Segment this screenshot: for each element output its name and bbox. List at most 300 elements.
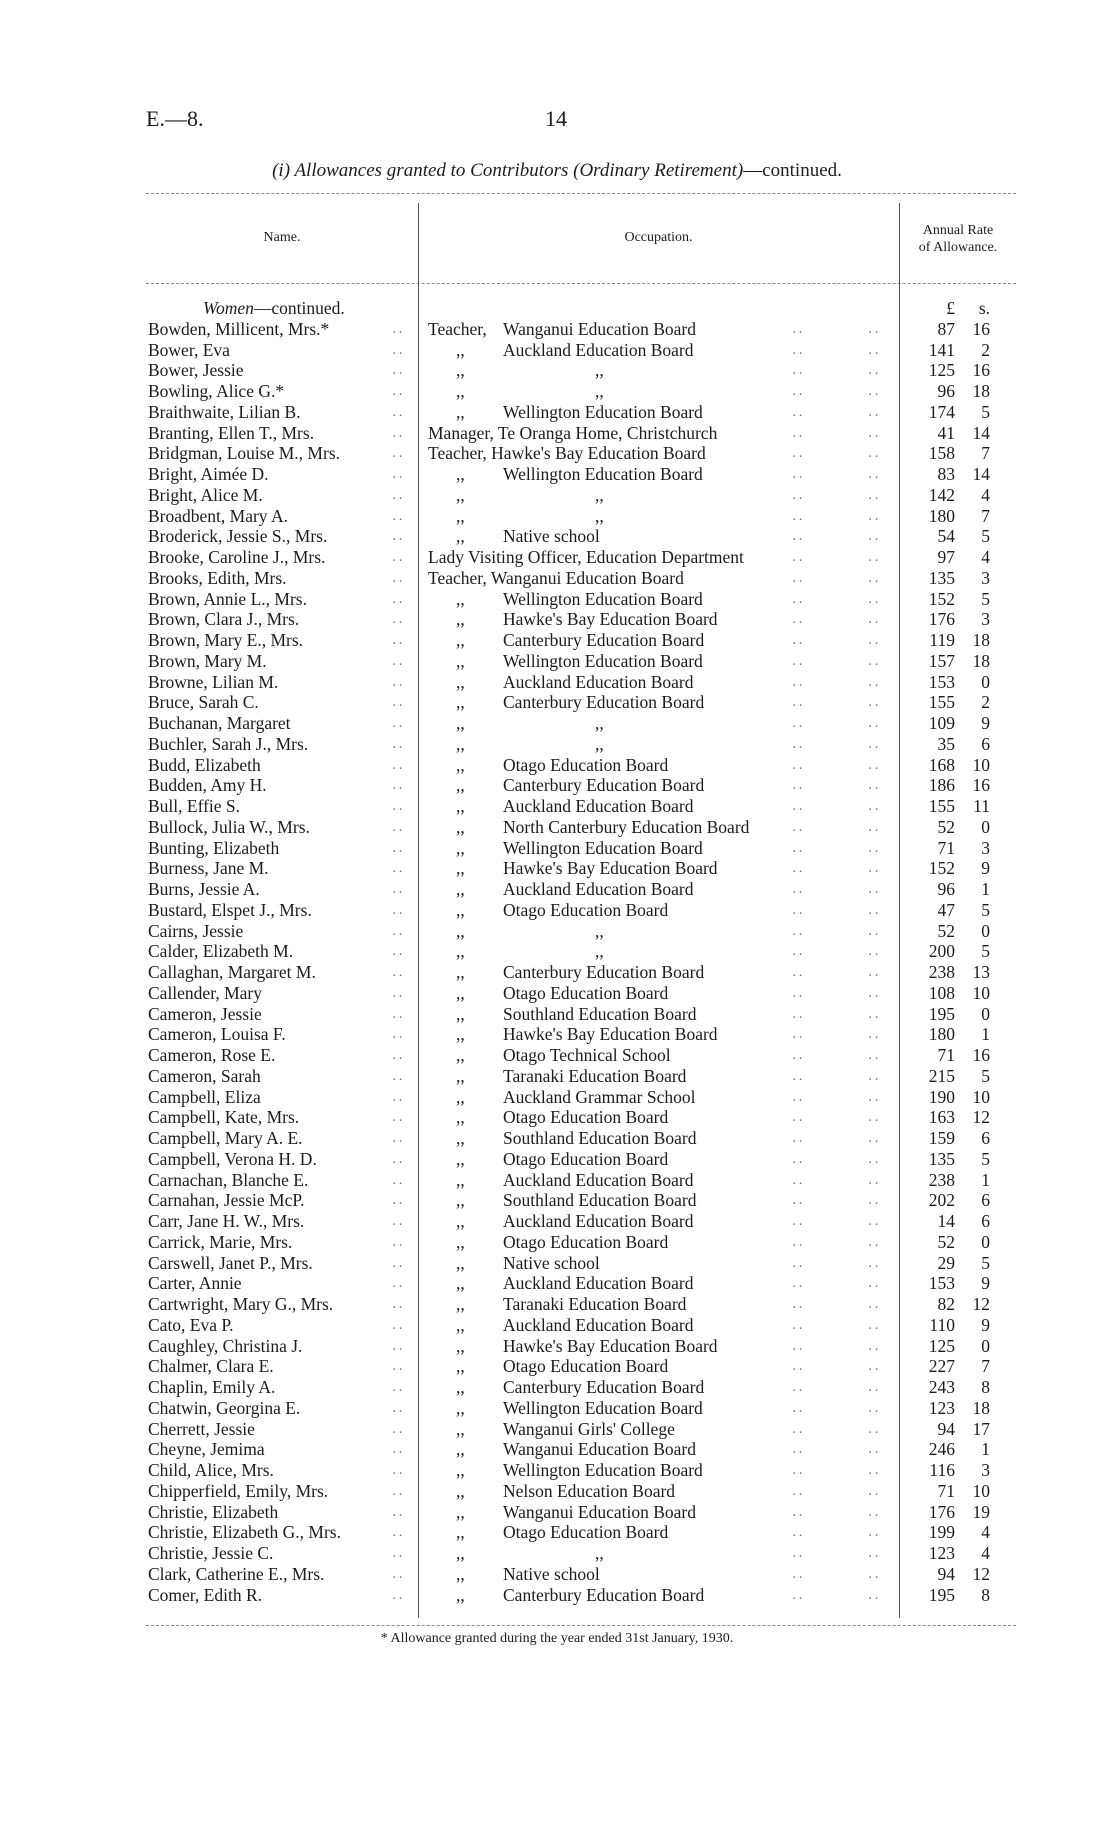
allowance-pounds: 155 (928, 796, 955, 816)
allowance-shillings: 6 (981, 1190, 990, 1211)
allowance-shillings: 16 (972, 1045, 990, 1065)
allowance-shillings: 7 (981, 505, 990, 526)
allowance-shillings: 18 (972, 650, 990, 671)
leader-dots: ․․ (392, 1026, 405, 1042)
table-row (0, 1294, 1114, 1315)
occupation: Otago Education Board (503, 1522, 669, 1543)
allowance-pounds: 125 (928, 1335, 955, 1356)
allowance-shillings: 1 (981, 1169, 990, 1190)
table-bottom-rule (146, 1625, 1016, 1626)
leader-dots: ․․ (792, 901, 805, 917)
allowance-pounds: 52 (937, 920, 955, 941)
ditto-mark: ,, (456, 1252, 465, 1273)
leader-dots: ․․ (792, 362, 805, 378)
table-row (0, 858, 1114, 879)
ditto-mark: ,, (456, 941, 465, 962)
allowance-shillings: 2 (981, 339, 990, 360)
column-header-name: Name. (263, 230, 301, 245)
ditto-mark: ,, (456, 796, 465, 816)
leader-dots: ․․ (792, 590, 805, 606)
allowance-shillings: 10 (972, 982, 990, 1003)
allowance-pounds: 47 (937, 899, 955, 920)
allowance-pounds: 157 (928, 650, 955, 671)
ditto-mark: ,, (456, 1335, 465, 1356)
leader-dots: ․․ (868, 466, 881, 481)
leader-dots: ․․ (792, 1441, 805, 1457)
allowee-name: Bunting, Elizabeth (148, 837, 280, 858)
leader-dots: ․․ (392, 590, 405, 606)
ditto-mark: ,, (456, 650, 465, 671)
allowance-shillings: 3 (981, 1460, 990, 1480)
leader-dots: ․․ (868, 1441, 881, 1457)
leader-dots: ․․ (792, 1358, 805, 1374)
occupation: Canterbury Education Board (503, 775, 705, 796)
header-bottom-rule (146, 283, 1016, 284)
allowee-name: Carter, Annie (148, 1273, 242, 1294)
allowance-pounds: 215 (928, 1065, 955, 1086)
leader-dots: ․․ (392, 1399, 405, 1415)
leader-dots: ․․ (792, 1088, 805, 1104)
leader-dots: ․․ (792, 1213, 805, 1228)
allowee-name: Callaghan, Margaret M. (148, 962, 316, 982)
table-row (0, 817, 1114, 838)
allowance-pounds: 158 (928, 443, 955, 464)
ditto-mark: ,, (595, 920, 604, 941)
leader-dots: ․․ (392, 1047, 405, 1062)
occupation: Auckland Education Board (503, 1211, 694, 1231)
allowance-shillings: 12 (972, 1294, 990, 1314)
allowee-name: Branting, Ellen T., Mrs. (148, 422, 315, 443)
allowance-pounds: 123 (928, 1397, 955, 1418)
leader-dots: ․․ (868, 1026, 881, 1042)
table-row (0, 1211, 1114, 1232)
allowee-name: Calder, Elizabeth M. (148, 941, 294, 962)
ditto-mark: ,, (456, 1522, 465, 1543)
allowance-shillings: 0 (981, 816, 990, 837)
allowance-shillings: 16 (972, 775, 990, 796)
occupation: Taranaki Education Board (503, 1294, 687, 1314)
leader-dots: ․․ (792, 798, 805, 813)
allowee-name: Callender, Mary (148, 982, 262, 1003)
leader-dots: ․․ (792, 839, 805, 855)
ditto-mark: ,, (456, 1501, 465, 1522)
leader-dots: ․․ (392, 839, 405, 855)
leader-dots: ․․ (392, 715, 405, 730)
table-row (0, 1585, 1114, 1606)
allowance-pounds: 195 (928, 1003, 955, 1024)
allowee-name: Bright, Alice M. (148, 484, 263, 505)
leader-dots: ․․ (868, 818, 881, 834)
ditto-mark: ,, (456, 1169, 465, 1190)
ditto-mark: ,, (595, 360, 604, 381)
leader-dots: ․․ (392, 528, 405, 544)
allowance-shillings: 5 (981, 899, 990, 920)
table-row (0, 1460, 1114, 1481)
leader-dots: ․․ (868, 1088, 881, 1104)
ditto-mark: ,, (456, 1418, 465, 1439)
ditto-mark: ,, (456, 837, 465, 858)
occupation: Otago Education Board (503, 1356, 669, 1377)
allowance-pounds: 163 (928, 1107, 955, 1128)
leader-dots: ․․ (868, 694, 881, 710)
leader-dots: ․․ (392, 445, 405, 461)
column-header-rate-line2: of Allowance. (918, 240, 998, 255)
table-row (0, 1024, 1114, 1045)
leader-dots: ․․ (392, 320, 405, 336)
allowance-pounds: 190 (928, 1086, 955, 1107)
occupation: Wellington Education Board (503, 401, 703, 422)
leader-dots: ․․ (792, 922, 805, 938)
leader-dots: ․․ (868, 486, 881, 502)
allowee-name: Brown, Clara J., Mrs. (148, 609, 300, 630)
leader-dots: ․․ (392, 362, 405, 378)
leader-dots: ․․ (792, 528, 805, 544)
allowance-pounds: 135 (928, 1148, 955, 1169)
allowee-name: Cheyne, Jemima (148, 1439, 265, 1460)
allowance-pounds: 180 (928, 1024, 955, 1045)
allowee-name: Campbell, Verona H. D. (148, 1148, 317, 1169)
leader-dots: ․․ (868, 839, 881, 855)
ditto-mark: ,, (456, 1584, 465, 1605)
allowance-pounds: 238 (928, 1169, 955, 1190)
leader-dots: ․․ (792, 964, 805, 979)
allowance-pounds: 153 (928, 1273, 955, 1294)
allowance-pounds: 87 (937, 318, 955, 339)
leader-dots: ․․ (392, 383, 405, 398)
leader-dots: ․․ (792, 1026, 805, 1042)
ditto-mark: ,, (456, 1086, 465, 1107)
allowee-name: Christie, Jessie C. (148, 1543, 274, 1563)
leader-dots: ․․ (792, 818, 805, 834)
leader-dots: ․․ (868, 1171, 881, 1187)
allowance-pounds: 123 (928, 1543, 955, 1563)
leader-dots: ․․ (792, 569, 805, 585)
table-heading (0, 160, 1114, 182)
occupation: Auckland Education Board (503, 1314, 694, 1335)
allowee-name: Bowling, Alice G.* (148, 381, 285, 401)
leader-dots: ․․ (392, 694, 405, 710)
occupation: Auckland Education Board (503, 339, 694, 360)
ditto-mark: ,, (456, 609, 465, 630)
occupation: Wellington Education Board (503, 464, 703, 484)
allowance-pounds: 159 (928, 1128, 955, 1148)
allowance-pounds: 109 (928, 713, 955, 733)
section-subheading-title: Women (203, 298, 254, 318)
allowee-name: Cartwright, Mary G., Mrs. (148, 1294, 334, 1314)
ditto-mark: ,, (456, 505, 465, 526)
leader-dots: ․․ (392, 466, 405, 481)
leader-dots: ․․ (792, 466, 805, 481)
occupation: Otago Education Board (503, 899, 669, 920)
leader-dots: ․․ (392, 1379, 405, 1394)
occupation: Canterbury Education Board (503, 1377, 705, 1397)
occupation: Wellington Education Board (503, 837, 703, 858)
leader-dots: ․․ (792, 1067, 805, 1083)
leader-dots: ․․ (792, 1316, 805, 1332)
leader-dots: ․․ (792, 1420, 805, 1436)
page-code: E.—8. (146, 106, 204, 131)
occupation: Otago Education Board (503, 982, 669, 1003)
occupation-prefix: Teacher, (428, 318, 487, 339)
leader-dots: ․․ (792, 756, 805, 772)
leader-dots: ․․ (792, 943, 805, 959)
allowance-rows (0, 319, 1114, 1606)
allowance-shillings: 8 (981, 1377, 990, 1397)
leader-dots: ․․ (792, 383, 805, 398)
section-subheading-row (0, 298, 1114, 319)
leader-dots: ․․ (792, 1545, 805, 1560)
table-row (0, 1543, 1114, 1564)
leader-dots: ․․ (792, 1005, 805, 1021)
allowance-pounds: 200 (928, 941, 955, 962)
leader-dots: ․․ (792, 1399, 805, 1415)
ditto-mark: ,, (595, 1543, 604, 1563)
leader-dots: ․․ (868, 320, 881, 336)
allowee-name: Bower, Jessie (148, 360, 244, 381)
allowance-pounds: 176 (928, 1501, 955, 1522)
leader-dots: ․․ (868, 611, 881, 627)
allowee-name: Bruce, Sarah C. (148, 692, 259, 713)
allowance-pounds: 52 (937, 1231, 955, 1252)
allowance-shillings: 1 (981, 1024, 990, 1045)
section-subheading-continued: —continued. (253, 298, 345, 318)
allowee-name: Cairns, Jessie (148, 920, 244, 941)
table-row (0, 340, 1114, 361)
allowance-pounds: 180 (928, 505, 955, 526)
leader-dots: ․․ (868, 1462, 881, 1477)
ditto-mark: ,, (595, 505, 604, 526)
leader-dots: ․․ (868, 549, 881, 564)
allowance-pounds: 71 (937, 837, 955, 858)
table-row (0, 1004, 1114, 1025)
allowance-shillings: 0 (981, 671, 990, 692)
leader-dots: ․․ (868, 777, 881, 793)
ditto-mark: ,, (456, 1314, 465, 1335)
leader-dots: ․․ (392, 1482, 405, 1498)
leader-dots: ․․ (868, 652, 881, 668)
allowance-shillings: 12 (972, 1107, 990, 1128)
ditto-mark: ,, (456, 1148, 465, 1169)
ditto-mark: ,, (456, 1231, 465, 1252)
table-row (0, 1481, 1114, 1502)
allowance-shillings: 10 (972, 1480, 990, 1501)
leader-dots: ․․ (392, 1192, 405, 1208)
allowance-pounds: 199 (928, 1522, 955, 1543)
allowance-pounds: 119 (929, 630, 955, 650)
allowance-shillings: 2 (981, 692, 990, 713)
shilling-unit: s. (978, 298, 990, 318)
allowance-shillings: 12 (972, 1563, 990, 1584)
allowee-name: Buchler, Sarah J., Mrs. (148, 733, 309, 754)
ditto-mark: ,, (456, 630, 465, 650)
table-row (0, 983, 1114, 1004)
leader-dots: ․․ (868, 756, 881, 772)
allowee-name: Chatwin, Georgina E. (148, 1397, 301, 1418)
allowance-pounds: 153 (928, 671, 955, 692)
allowance-shillings: 17 (972, 1418, 990, 1439)
leader-dots: ․․ (792, 1233, 805, 1249)
occupation: Southland Education Board (503, 1128, 697, 1148)
allowance-pounds: 54 (937, 526, 955, 547)
allowee-name: Bower, Eva (148, 339, 230, 360)
allowee-name: Bowden, Millicent, Mrs.* (148, 318, 330, 339)
allowee-name: Campbell, Kate, Mrs. (148, 1107, 300, 1128)
allowance-shillings: 4 (981, 1522, 990, 1543)
leader-dots: ․․ (868, 1358, 881, 1374)
leader-dots: ․․ (868, 424, 881, 440)
table-row (0, 900, 1114, 921)
leader-dots: ․․ (392, 403, 405, 419)
occupation: Wellington Education Board (503, 1397, 703, 1418)
allowance-pounds: 168 (928, 754, 955, 775)
allowance-shillings: 9 (981, 713, 990, 733)
table-row (0, 713, 1114, 734)
leader-dots: ․․ (792, 1524, 805, 1540)
allowee-name: Bull, Effie S. (148, 796, 241, 816)
table-row (0, 1419, 1114, 1440)
leader-dots: ․․ (392, 1316, 405, 1332)
ditto-mark: ,, (456, 713, 465, 733)
ditto-mark: ,, (456, 1128, 465, 1148)
leader-dots: ․․ (792, 445, 805, 461)
allowance-shillings: 6 (981, 1211, 990, 1231)
leader-dots: ․․ (868, 1420, 881, 1436)
allowance-shillings: 0 (981, 1231, 990, 1252)
table-row (0, 1107, 1114, 1128)
table-row (0, 962, 1114, 983)
pound-unit: £ (946, 298, 955, 318)
ditto-mark: ,, (456, 692, 465, 713)
leader-dots: ․․ (792, 486, 805, 502)
allowance-pounds: 227 (928, 1356, 955, 1377)
occupation: Wanganui Girls' College (503, 1418, 675, 1439)
occupation: Hawke's Bay Education Board (503, 609, 718, 630)
ditto-mark: ,, (456, 1107, 465, 1128)
allowance-pounds: 243 (928, 1377, 955, 1397)
allowance-shillings: 5 (981, 401, 990, 422)
leader-dots: ․․ (792, 1130, 805, 1145)
leader-dots: ․․ (868, 632, 881, 647)
allowance-shillings: 9 (981, 1314, 990, 1335)
table-row (0, 838, 1114, 859)
leader-dots: ․․ (868, 984, 881, 1000)
allowance-shillings: 4 (981, 1543, 990, 1563)
table-row (0, 1315, 1114, 1336)
table-row (0, 1336, 1114, 1357)
allowance-pounds: 238 (928, 962, 955, 982)
table-row (0, 609, 1114, 630)
leader-dots: ․․ (392, 1358, 405, 1374)
leader-dots: ․․ (868, 798, 881, 813)
ditto-mark: ,, (456, 464, 465, 484)
occupation: Teacher, Hawke's Bay Education Board (428, 443, 706, 464)
table-row (0, 360, 1114, 381)
allowee-name: Bright, Aimée D. (148, 464, 269, 484)
ditto-mark: ,, (595, 484, 604, 505)
allowee-name: Chipperfield, Emily, Mrs. (148, 1480, 329, 1501)
occupation: Lady Visiting Officer, Education Department (428, 547, 744, 567)
leader-dots: ․․ (792, 1171, 805, 1187)
occupation: Otago Education Board (503, 1148, 669, 1169)
table-row (0, 630, 1114, 651)
occupation: Native school (503, 1563, 600, 1584)
ditto-mark: ,, (456, 588, 465, 609)
allowance-pounds: 116 (929, 1460, 955, 1480)
table-row (0, 941, 1114, 962)
allowance-pounds: 142 (928, 484, 955, 505)
table-row (0, 879, 1114, 900)
allowance-table-body (0, 298, 1114, 1605)
table-heading-continued: —continued. (743, 160, 842, 181)
leader-dots: ․․ (392, 1088, 405, 1104)
leader-dots: ․․ (868, 1150, 881, 1166)
allowee-name: Braithwaite, Lilian B. (148, 401, 301, 422)
allowee-name: Broderick, Jessie S., Mrs. (148, 526, 328, 547)
leader-dots: ․․ (792, 320, 805, 336)
allowee-name: Carnahan, Jessie McP. (148, 1190, 305, 1211)
leader-dots: ․․ (392, 1503, 405, 1519)
section-subheading (203, 298, 345, 319)
allowance-pounds: 141 (928, 339, 955, 360)
leader-dots: ․․ (868, 1233, 881, 1249)
leader-dots: ․․ (868, 1275, 881, 1291)
allowance-pounds: 174 (928, 401, 955, 422)
allowance-shillings: 9 (981, 1273, 990, 1294)
leader-dots: ․․ (792, 735, 805, 751)
leader-dots: ․․ (392, 1067, 405, 1083)
allowance-shillings: 10 (972, 754, 990, 775)
allowee-name: Cameron, Louisa F. (148, 1024, 286, 1045)
leader-dots: ․․ (392, 632, 405, 647)
allowance-shillings: 9 (981, 858, 990, 879)
occupation: North Canterbury Education Board (503, 816, 750, 837)
leader-dots: ․․ (792, 341, 805, 357)
allowee-name: Child, Alice, Mrs. (148, 1460, 274, 1480)
leader-dots: ․․ (392, 569, 405, 585)
allowance-shillings: 18 (972, 630, 990, 650)
table-row (0, 1170, 1114, 1191)
leader-dots: ․․ (392, 735, 405, 751)
occupation: Auckland Education Board (503, 1169, 694, 1190)
leader-dots: ․․ (792, 1379, 805, 1394)
column-header-rate (900, 222, 1016, 256)
ditto-mark: ,, (595, 733, 604, 754)
allowance-shillings: 1 (981, 879, 990, 899)
allowance-shillings: 14 (972, 422, 990, 443)
occupation: Otago Education Board (503, 754, 669, 775)
allowee-name: Budd, Elizabeth (148, 754, 261, 775)
leader-dots: ․․ (792, 1192, 805, 1208)
occupation: Manager, Te Oranga Home, Christchurch (428, 422, 718, 443)
occupation: Southland Education Board (503, 1003, 697, 1024)
occupation: Hawke's Bay Education Board (503, 1335, 718, 1356)
allowance-shillings: 16 (972, 360, 990, 381)
leader-dots: ․․ (868, 1130, 881, 1145)
allowee-name: Campbell, Eliza (148, 1086, 261, 1107)
allowance-pounds: 246 (928, 1439, 955, 1460)
ditto-mark: ,, (456, 339, 465, 360)
leader-dots: ․․ (868, 1005, 881, 1021)
leader-dots: ․․ (868, 1109, 881, 1125)
allowance-pounds: 96 (937, 381, 955, 401)
leader-dots: ․․ (392, 922, 405, 938)
table-row (0, 775, 1114, 796)
table-row (0, 1190, 1114, 1211)
allowance-shillings: 3 (981, 609, 990, 630)
allowance-pounds: 14 (937, 1211, 955, 1231)
leader-dots: ․․ (792, 1337, 805, 1353)
allowee-name: Brown, Annie L., Mrs. (148, 588, 307, 609)
